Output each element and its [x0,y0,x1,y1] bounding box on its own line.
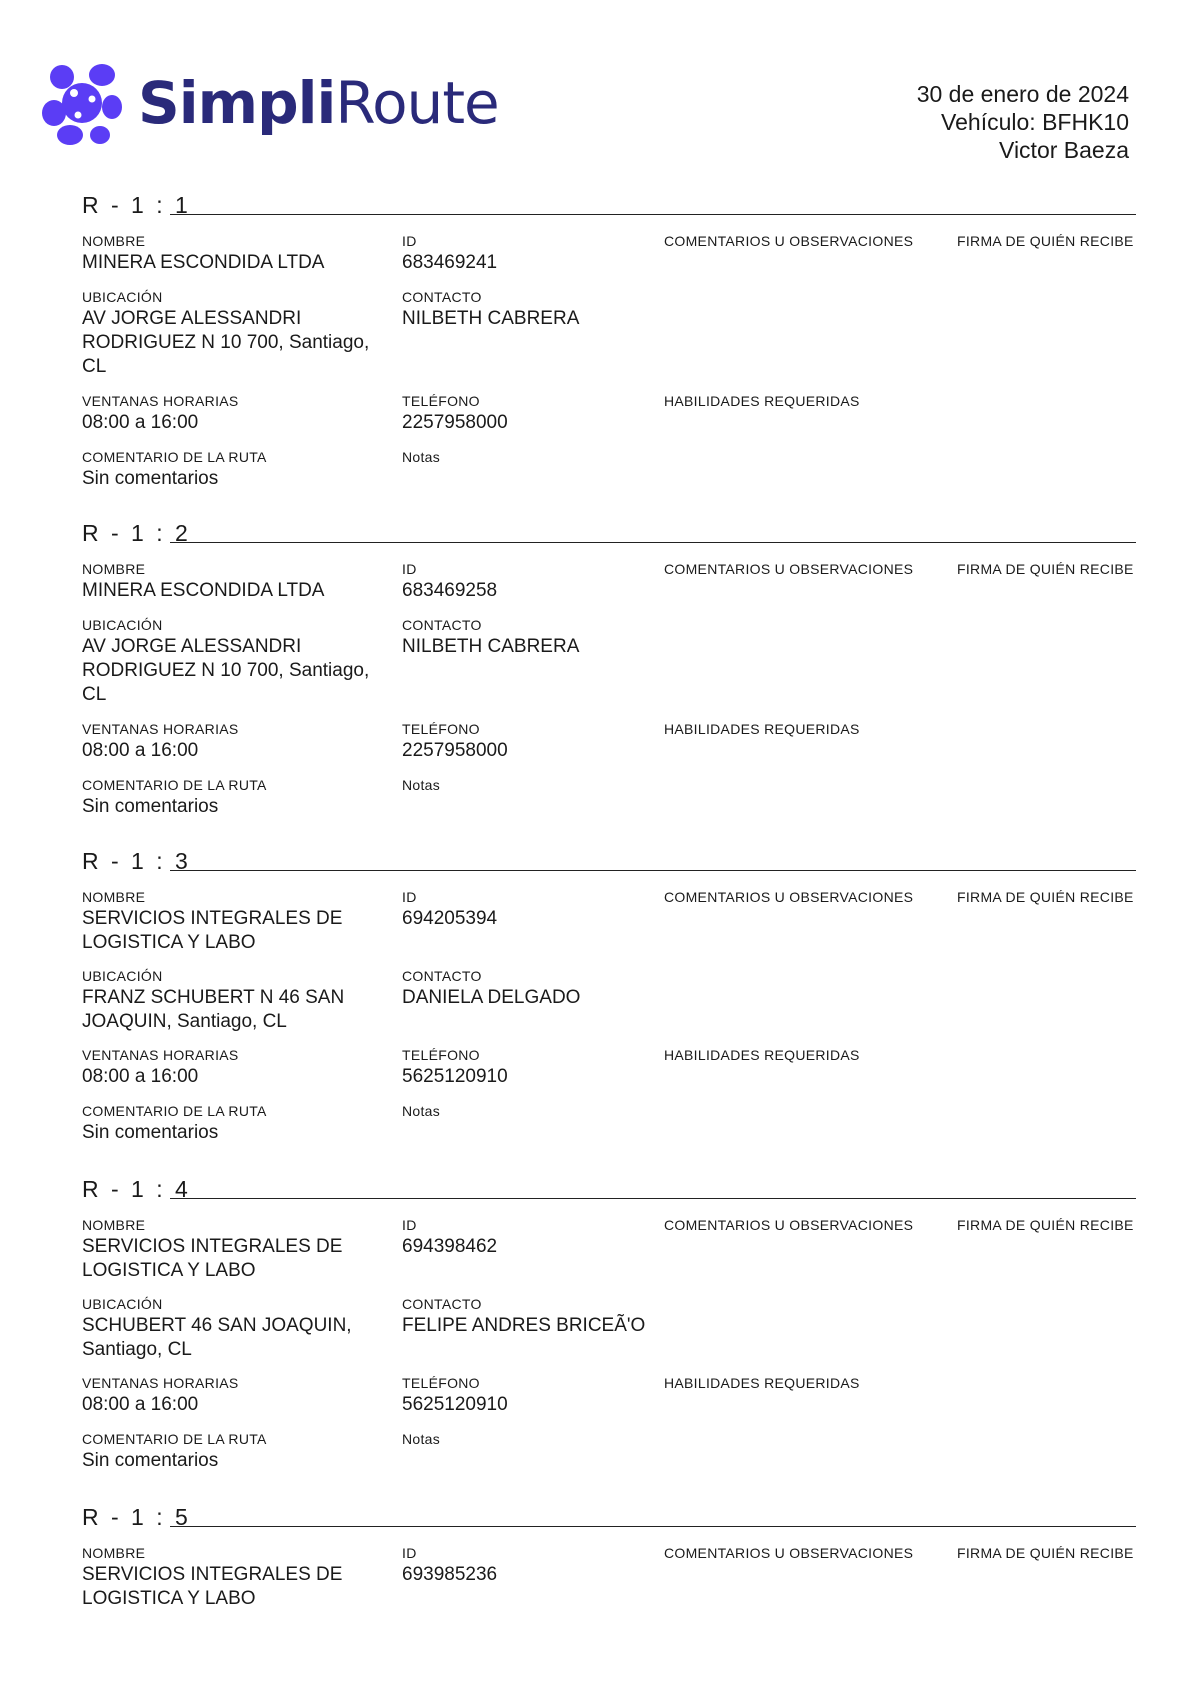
stop-header [82,846,1136,876]
stop-section-5 [82,1502,1136,1622]
name-label: NOMBRE [82,233,146,249]
time-windows-label: VENTANAS HORARIAS [82,1375,239,1391]
name-value: SERVICIOS INTEGRALES DE LOGISTICA Y LABO [82,1564,343,1609]
id-label: ID [402,233,417,249]
stop-section-2 [82,518,1136,818]
name-label: NOMBRE [82,1545,146,1561]
stop-section-3 [82,846,1136,1146]
contact-value: FELIPE ANDRES BRICEÃ'O [402,1315,646,1336]
time-windows-label: VENTANAS HORARIAS [82,393,239,409]
stop-title-rule [170,542,1136,543]
stop-title-rule [170,214,1136,215]
simpliroute-logo-icon [40,59,124,147]
skills-label: HABILIDADES REQUERIDAS [664,721,860,737]
id-label: ID [402,561,417,577]
stop-title: R - 1 : 1 [82,192,191,218]
location-value: SCHUBERT 46 SAN JOAQUIN, Santiago, CL [82,1315,352,1360]
location-label: UBICACIÓN [82,617,163,633]
phone-label: TELÉFONO [402,1047,480,1063]
phone-label: TELÉFONO [402,393,480,409]
stop-title: R - 1 : 5 [82,1504,191,1530]
comments-label: COMENTARIOS U OBSERVACIONES [664,233,914,249]
route-comment-value: Sin comentarios [82,796,219,817]
route-comment-value: Sin comentarios [82,1450,219,1471]
skills-label: HABILIDADES REQUERIDAS [664,1047,860,1063]
comments-label: COMENTARIOS U OBSERVACIONES [664,1217,914,1233]
phone-value: 2257958000 [402,740,508,761]
id-value: 694205394 [402,908,498,929]
time-window-value: 08:00 a 16:00 [82,1394,199,1415]
notes-label: Notas [402,1103,441,1119]
notes-label: Notas [402,777,441,793]
comments-label: COMENTARIOS U OBSERVACIONES [664,561,914,577]
skills-label: HABILIDADES REQUERIDAS [664,1375,860,1391]
route-vehicle: Vehículo: BFHK10 [941,109,1129,135]
name-label: NOMBRE [82,1217,146,1233]
name-label: NOMBRE [82,889,146,905]
notes-label: Notas [402,449,441,465]
location-value: AV JORGE ALESSANDRI RODRIGUEZ N 10 700, Santiago, CL [82,636,370,705]
name-value: MINERA ESCONDIDA LTDA [82,252,325,273]
location-value: AV JORGE ALESSANDRI RODRIGUEZ N 10 700, Santiago, CL [82,308,370,377]
route-comment-label: COMENTARIO DE LA RUTA [82,1431,267,1447]
time-windows-label: VENTANAS HORARIAS [82,721,239,737]
contact-value: DANIELA DELGADO [402,987,581,1008]
route-header-info [917,80,1129,164]
simpliroute-logo [40,58,499,148]
id-label: ID [402,1545,417,1561]
id-value: 694398462 [402,1236,498,1257]
stop-title: R - 1 : 2 [82,520,191,546]
skills-label: HABILIDADES REQUERIDAS [664,393,860,409]
signature-label: FIRMA DE QUIÉN RECIBE [957,889,1134,905]
contact-value: NILBETH CABRERA [402,308,580,329]
contact-label: CONTACTO [402,617,482,633]
stop-title: R - 1 : 4 [82,1176,191,1202]
stop-header [82,1502,1136,1532]
route-comment-value: Sin comentarios [82,468,219,489]
comments-label: COMENTARIOS U OBSERVACIONES [664,889,914,905]
phone-value: 2257958000 [402,412,508,433]
stop-header [82,518,1136,548]
brand-wordmark [138,69,499,137]
route-comment-value: Sin comentarios [82,1122,219,1143]
id-value: 693985236 [402,1564,498,1585]
time-window-value: 08:00 a 16:00 [82,740,199,761]
stop-header [82,1174,1136,1204]
comments-label: COMENTARIOS U OBSERVACIONES [664,1545,914,1561]
signature-label: FIRMA DE QUIÉN RECIBE [957,1545,1134,1561]
phone-label: TELÉFONO [402,1375,480,1391]
contact-label: CONTACTO [402,289,482,305]
location-label: UBICACIÓN [82,1296,163,1312]
stop-title-rule [170,1198,1136,1199]
route-comment-label: COMENTARIO DE LA RUTA [82,777,267,793]
id-label: ID [402,889,417,905]
location-value: FRANZ SCHUBERT N 46 SAN JOAQUIN, Santiago, CL [82,987,345,1032]
stop-section-1 [82,190,1136,490]
id-value: 683469258 [402,580,498,601]
contact-value: NILBETH CABRERA [402,636,580,657]
route-comment-label: COMENTARIO DE LA RUTA [82,449,267,465]
phone-label: TELÉFONO [402,721,480,737]
id-value: 683469241 [402,252,498,273]
name-value: SERVICIOS INTEGRALES DE LOGISTICA Y LABO [82,1236,343,1281]
brand-part-2: Route [335,69,499,137]
location-label: UBICACIÓN [82,968,163,984]
name-label: NOMBRE [82,561,146,577]
route-date: 30 de enero de 2024 [916,81,1129,107]
name-value: MINERA ESCONDIDA LTDA [82,580,325,601]
signature-label: FIRMA DE QUIÉN RECIBE [957,233,1134,249]
stop-title-rule [170,1526,1136,1527]
stop-section-4 [82,1174,1136,1474]
route-comment-label: COMENTARIO DE LA RUTA [82,1103,267,1119]
time-windows-label: VENTANAS HORARIAS [82,1047,239,1063]
contact-label: CONTACTO [402,1296,482,1312]
stop-title: R - 1 : 3 [82,848,191,874]
time-window-value: 08:00 a 16:00 [82,412,199,433]
time-window-value: 08:00 a 16:00 [82,1066,199,1087]
stop-header [82,190,1136,220]
phone-value: 5625120910 [402,1394,508,1415]
brand-part-1: Simpli [138,69,336,137]
signature-label: FIRMA DE QUIÉN RECIBE [957,1217,1134,1233]
route-driver: Victor Baeza [999,137,1129,163]
location-label: UBICACIÓN [82,289,163,305]
contact-label: CONTACTO [402,968,482,984]
notes-label: Notas [402,1431,441,1447]
phone-value: 5625120910 [402,1066,508,1087]
name-value: SERVICIOS INTEGRALES DE LOGISTICA Y LABO [82,908,343,953]
signature-label: FIRMA DE QUIÉN RECIBE [957,561,1134,577]
id-label: ID [402,1217,417,1233]
stop-title-rule [170,870,1136,871]
